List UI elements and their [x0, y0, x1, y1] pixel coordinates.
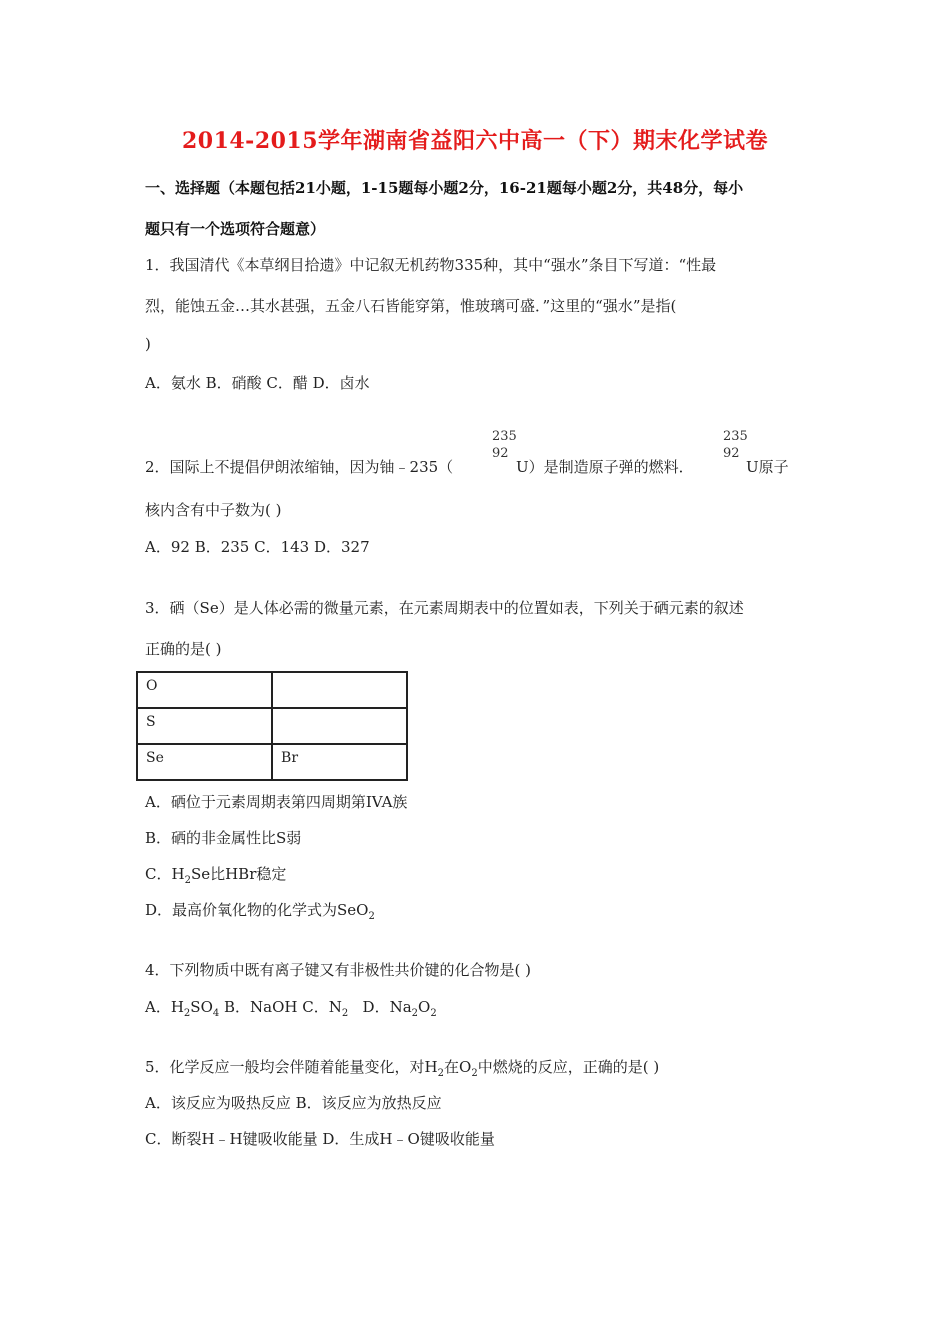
q2-options: A．92 B．235 C．143 D．327 [145, 538, 370, 556]
table-cell: O [137, 672, 272, 708]
q3-stem-line2: 正确的是( ) [145, 640, 222, 658]
section-heading-line1: 一、选择题（本题包括21小题，1-15题每小题2分，16-21题每小题2分，共48分，每小 [145, 179, 744, 197]
q3-option-c: C．$H_2Se$比HBr稳定 [145, 865, 287, 886]
q1-stem-line1: 1．我国清代《本草纲目拾遗》中记叙无机药物335种，其中“强水”条目下写道：“性最 [145, 256, 717, 274]
table-cell: Se [137, 744, 272, 780]
q1-stem-line2: 烈，能蚀五金…其水甚强，五金八石皆能穿第，惟玻璃可盛．”这里的“强水”是指( [145, 297, 677, 315]
q2-mass-number-2: 235 [723, 429, 748, 444]
q2-stem-part2: U）是制造原子弹的燃料． [516, 458, 694, 476]
section-heading-line2: 题只有一个选项符合题意） [145, 220, 326, 238]
table-cell: S [137, 708, 272, 744]
q1-stem-line3: ) [145, 335, 151, 353]
table-cell: Br [272, 744, 407, 780]
q2-stem-part1: 2．国际上不提倡伊朗浓缩铀，因为铀﹣235（ [145, 458, 454, 476]
q2-mass-number-1: 235 [492, 429, 517, 444]
q3-option-b: B．硒的非金属性比S弱 [145, 829, 302, 847]
q2-atomic-number-1: 92 [492, 446, 509, 461]
q2-atomic-number-2: 92 [723, 446, 740, 461]
q3-option-a: A．硒位于元素周期表第四周期第IVA族 [145, 793, 408, 811]
q5-options-cd: C．断裂H﹣H键吸收能量 D．生成H﹣O键吸收能量 [145, 1130, 495, 1148]
q2-stem-part3: U原子 [746, 458, 789, 476]
table-row [137, 672, 407, 708]
q1-options: A．氨水 B．硝酸 C．醋 D．卤水 [145, 374, 370, 392]
table-row [137, 708, 407, 744]
q4-stem: 4．下列物质中既有离子键又有非极性共价键的化合物是( ) [145, 961, 532, 979]
q2-stem-line2: 核内含有中子数为( ) [145, 501, 282, 519]
page-title: 2014-2015学年湖南省益阳六中高一（下）期末化学试卷 [181, 128, 769, 154]
q3-stem-line1: 3．硒（Se）是人体必需的微量元素，在元素周期表中的位置如表，下列关于硒元素的叙述 [145, 599, 744, 617]
q5-options-ab: A．该反应为吸热反应 B．该反应为放热反应 [145, 1094, 442, 1112]
table-cell [272, 708, 407, 744]
table-cell [272, 672, 407, 708]
q3-option-d: D．最高价氧化物的化学式为SeO$_2$ [145, 901, 375, 922]
q5-stem: 5．化学反应一般均会伴随着能量变化，对$H_2$在$O_2$中燃烧的反应，正确的是( ) [145, 1058, 660, 1079]
periodic-table-fragment [136, 671, 408, 781]
table-row [137, 744, 407, 780]
q4-options: A．$H_2SO_4$ B．NaOH C．$N_2$ D．$Na_2O_2$ [145, 998, 437, 1019]
